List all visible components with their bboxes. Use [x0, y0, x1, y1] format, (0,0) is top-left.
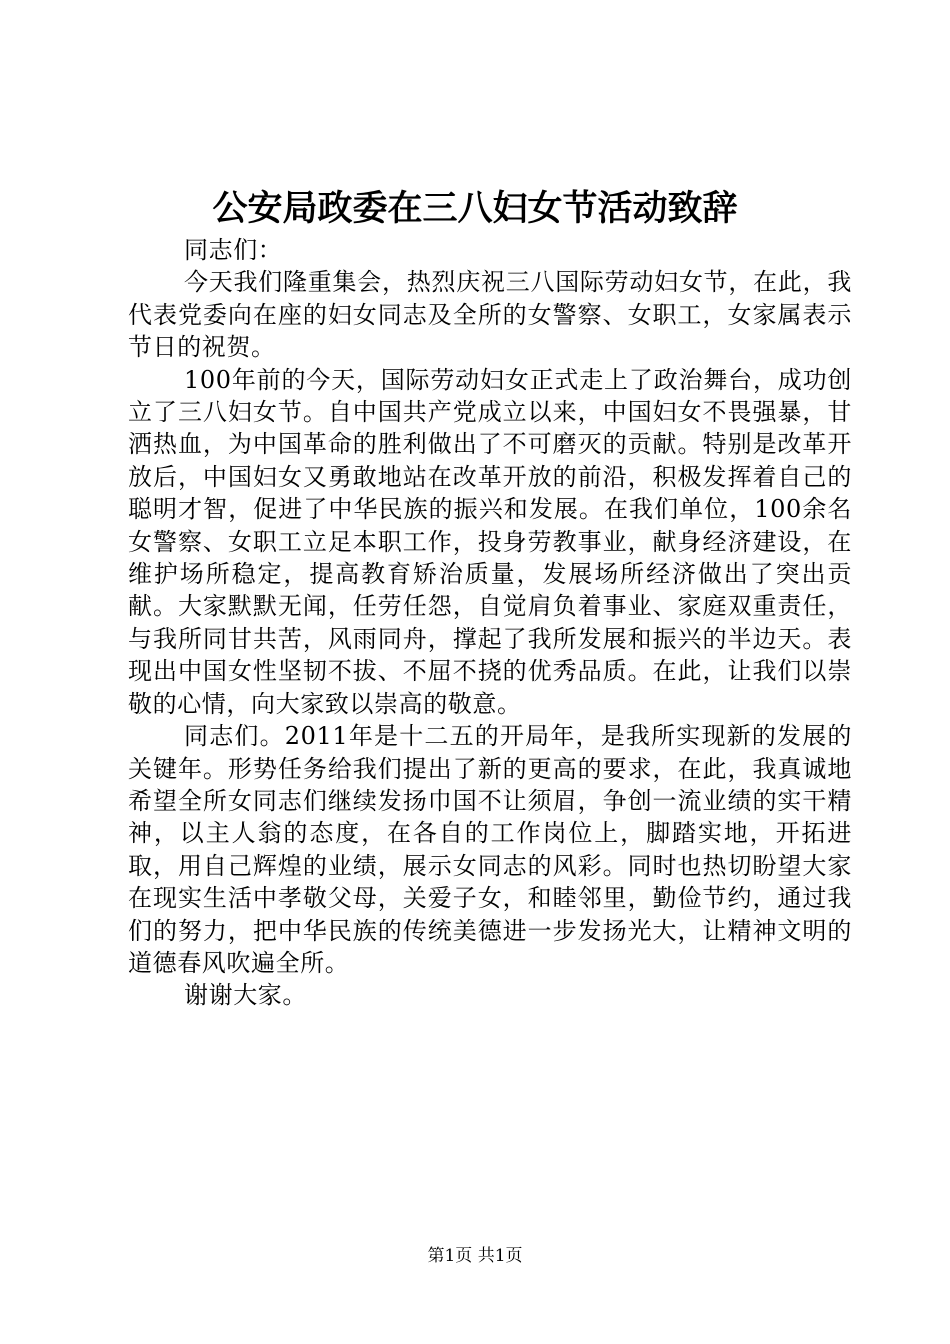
page-footer: 第1页 共1页	[427, 1246, 523, 1266]
body-paragraph: 同志们。2011年是十二五的开局年，是我所实现新的发展的关键年。形势任务给我们提出了新的更高的要求，在此，我真诚地希望全所女同志们继续发扬巾国不让须眉，争创一流业绩的实干精神，以主人翁的态度，在各自的工作岗位上，脚踏实地，开拓进取，用自己辉煌的业绩，展示女同志的风彩。同时也热切盼望大家在现实生活中孝敬父母，关爱子女，和睦邻里，勤俭节约，通过我们的努力，把中华民族的传统美德进一步发扬光大，让精神文明的道德春风吹遍全所。	[128, 722, 852, 977]
document-title: 公安局政委在三八妇女节活动致辞	[212, 188, 738, 229]
body-paragraph: 今天我们隆重集会，热烈庆祝三八国际劳动妇女节，在此，我代表党委向在座的妇女同志及全所的女警察、女职工，女家属表示节日的祝贺。	[128, 268, 852, 362]
body-paragraph: 100年前的今天，国际劳动妇女正式走上了政治舞台，成功创立了三八妇女节。自中国共产党成立以来，中国妇女不畏强暴，甘洒热血，为中国革命的胜利做出了不可磨灭的贡献。特别是改革开放后，中国妇女又勇敢地站在改革开放的前沿，积极发挥着自己的聪明才智，促进了中华民族的振兴和发展。在我们单位，100余名女警察、女职工立足本职工作，投身劳教事业，献身经济建设，在维护场所稳定，提高教育矫治质量，发展场所经济做出了突出贡献。大家默默无闻，任劳任怨，自觉肩负着事业、家庭双重责任，与我所同甘共苦，风雨同舟，撑起了我所发展和振兴的半边天。表现出中国女性坚韧不拔、不屈不挠的优秀品质。在此，让我们以崇敬的心情，向大家致以崇高的敬意。	[128, 365, 852, 718]
document-body	[128, 234, 852, 1012]
salutation-paragraph: 同志们：	[184, 236, 283, 264]
closing-paragraph: 谢谢大家。	[184, 981, 307, 1010]
